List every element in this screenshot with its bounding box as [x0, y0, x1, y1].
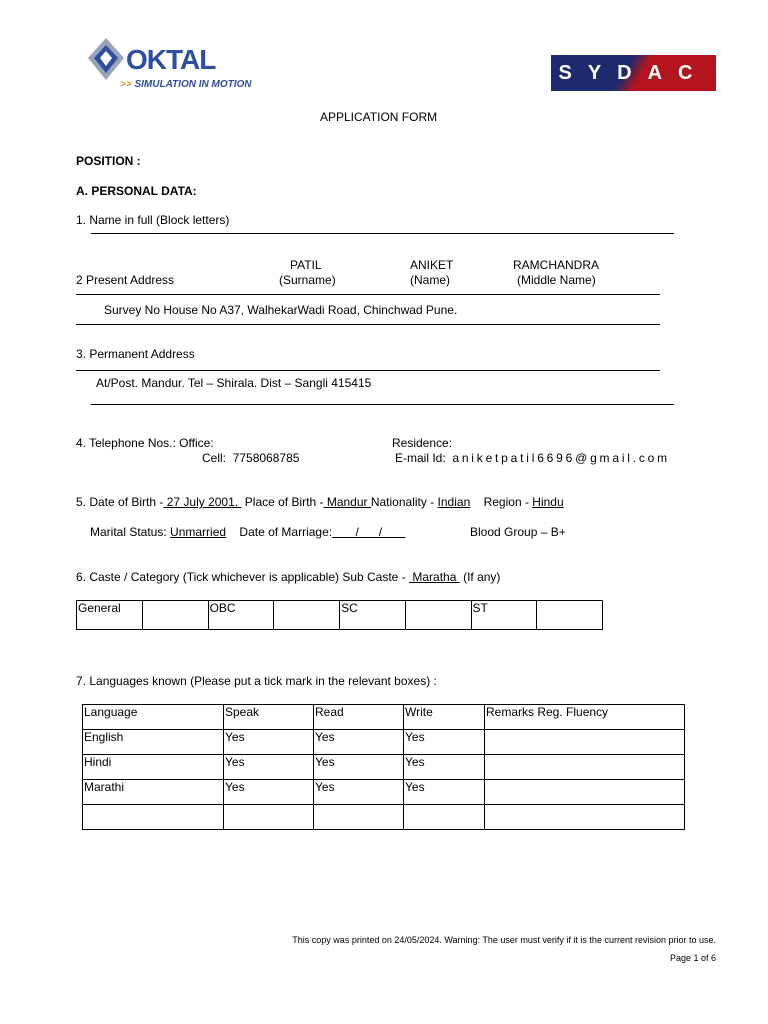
cell-value: 7758068785: [232, 451, 300, 465]
caste-table: [76, 600, 603, 630]
table-row: [83, 805, 685, 830]
cell-language: [83, 805, 224, 830]
q6-caste-label: 6. Caste / Category (Tick whichever is applicable) Sub Caste -: [76, 570, 406, 584]
cell-speak: Yes: [224, 730, 314, 755]
cell-speak: [224, 805, 314, 830]
cell-read: Yes: [314, 755, 404, 780]
caste-option-obc: OBC: [208, 601, 274, 630]
q1-name-label: 1. Name in full (Block letters): [76, 213, 230, 227]
q2-present-address-label: 2 Present Address: [76, 273, 175, 287]
cell-remarks: [485, 755, 685, 780]
header-language: Language: [83, 705, 224, 730]
caste-tick-st[interactable]: [537, 601, 603, 630]
cell-speak: Yes: [224, 780, 314, 805]
dom-label: Date of Marriage:: [239, 525, 333, 539]
oktal-logo-tagline: >> SIMULATION IN MOTION: [120, 79, 252, 90]
cell-language: English: [83, 730, 224, 755]
if-any-note: (If any): [459, 570, 501, 584]
dob-value: 27 July 2001.: [163, 495, 242, 509]
page-number: Page 1 of 6: [669, 953, 716, 963]
caste-option-sc: SC: [340, 601, 406, 630]
marital-value: Unmarried: [170, 525, 227, 539]
subcaste-value: Maratha: [409, 570, 460, 584]
header-speak: Speak: [224, 705, 314, 730]
email-row: [395, 451, 670, 465]
cell-language: Marathi: [83, 780, 224, 805]
q7-languages-label: 7. Languages known (Please put a tick mark in the relevant boxes) :: [76, 674, 437, 688]
present-address-value: Survey No House No A37, WalhekarWadi Road, Chinchwad Pune.: [104, 303, 458, 317]
caste-tick-sc[interactable]: [405, 601, 471, 630]
name-underline: [91, 233, 674, 234]
permanent-address-value: At/Post. Mandur. Tel – Shirala. Dist – Sangli 415415: [96, 376, 372, 390]
table-header-row: [83, 705, 685, 730]
header-write: Write: [404, 705, 485, 730]
dob-label: 5. Date of Birth -: [76, 495, 164, 509]
position-label: POSITION :: [76, 154, 141, 168]
name-caption: (Name): [410, 273, 451, 287]
permanent-address-line-bottom: [91, 404, 674, 405]
cell-write: Yes: [404, 730, 485, 755]
section-personal-data: A. PERSONAL DATA:: [76, 184, 197, 198]
cell-write: [404, 805, 485, 830]
nationality-value: Indian: [437, 495, 471, 509]
q4-telephone-label: 4. Telephone Nos.: Office:: [76, 436, 214, 450]
blood-group: Blood Group – B+: [470, 525, 566, 539]
table-row: [83, 730, 685, 755]
email-value: aniketpatil6696@gmail.com: [452, 451, 670, 465]
cell-read: [314, 805, 404, 830]
oktal-logo: [86, 36, 261, 96]
email-label: E-mail Id:: [395, 451, 446, 465]
cell-remarks: [485, 780, 685, 805]
caste-option-general: General: [77, 601, 143, 630]
oktal-logo-mark-icon: [86, 36, 126, 82]
cell-read: Yes: [314, 780, 404, 805]
q6-caste-row: [76, 570, 500, 584]
present-address-line-bottom: [76, 324, 660, 325]
middle-name-value: RAMCHANDRA: [513, 258, 600, 272]
region-label: Region -: [483, 495, 529, 509]
form-title: APPLICATION FORM: [320, 110, 438, 124]
caste-option-st: ST: [471, 601, 537, 630]
languages-table: [82, 704, 685, 830]
sydac-logo: [551, 55, 716, 91]
marital-row: [90, 525, 405, 539]
permanent-address-line-top: [76, 370, 660, 371]
region-value: Hindu: [532, 495, 564, 509]
cell-write: Yes: [404, 755, 485, 780]
table-row: [83, 755, 685, 780]
cell-write: Yes: [404, 780, 485, 805]
cell-read: Yes: [314, 730, 404, 755]
print-warning-note: This copy was printed on 24/05/2024. Warning: The user must verify if it is the current revision prior to use.: [292, 935, 716, 945]
oktal-logo-word: OKTAL: [126, 44, 216, 75]
pob-value: Mandur: [323, 495, 371, 509]
sydac-logo-word: SYDAC: [558, 62, 709, 84]
cell-speak: Yes: [224, 755, 314, 780]
marital-label: Marital Status:: [90, 525, 167, 539]
cell-remarks: [485, 805, 685, 830]
caste-tick-obc[interactable]: [274, 601, 340, 630]
dob-row: [76, 495, 564, 509]
caste-tick-general[interactable]: [142, 601, 208, 630]
cell-remarks: [485, 730, 685, 755]
name-value: ANIKET: [410, 258, 454, 272]
present-address-line-top: [76, 294, 660, 295]
residence-label: Residence:: [392, 436, 453, 450]
q3-permanent-address-label: 3. Permanent Address: [76, 347, 195, 361]
header-read: Read: [314, 705, 404, 730]
surname-caption: (Surname): [279, 273, 336, 287]
table-row: [83, 780, 685, 805]
cell-row: [202, 451, 299, 465]
middle-name-caption: (Middle Name): [517, 273, 596, 287]
header-remarks: Remarks Reg. Fluency: [485, 705, 685, 730]
dom-value: / /: [332, 525, 406, 539]
cell-language: Hindi: [83, 755, 224, 780]
cell-label: Cell:: [202, 451, 227, 465]
pob-label: Place of Birth -: [244, 495, 324, 509]
nationality-label: Nationality -: [370, 495, 435, 509]
surname-value: PATIL: [290, 258, 322, 272]
